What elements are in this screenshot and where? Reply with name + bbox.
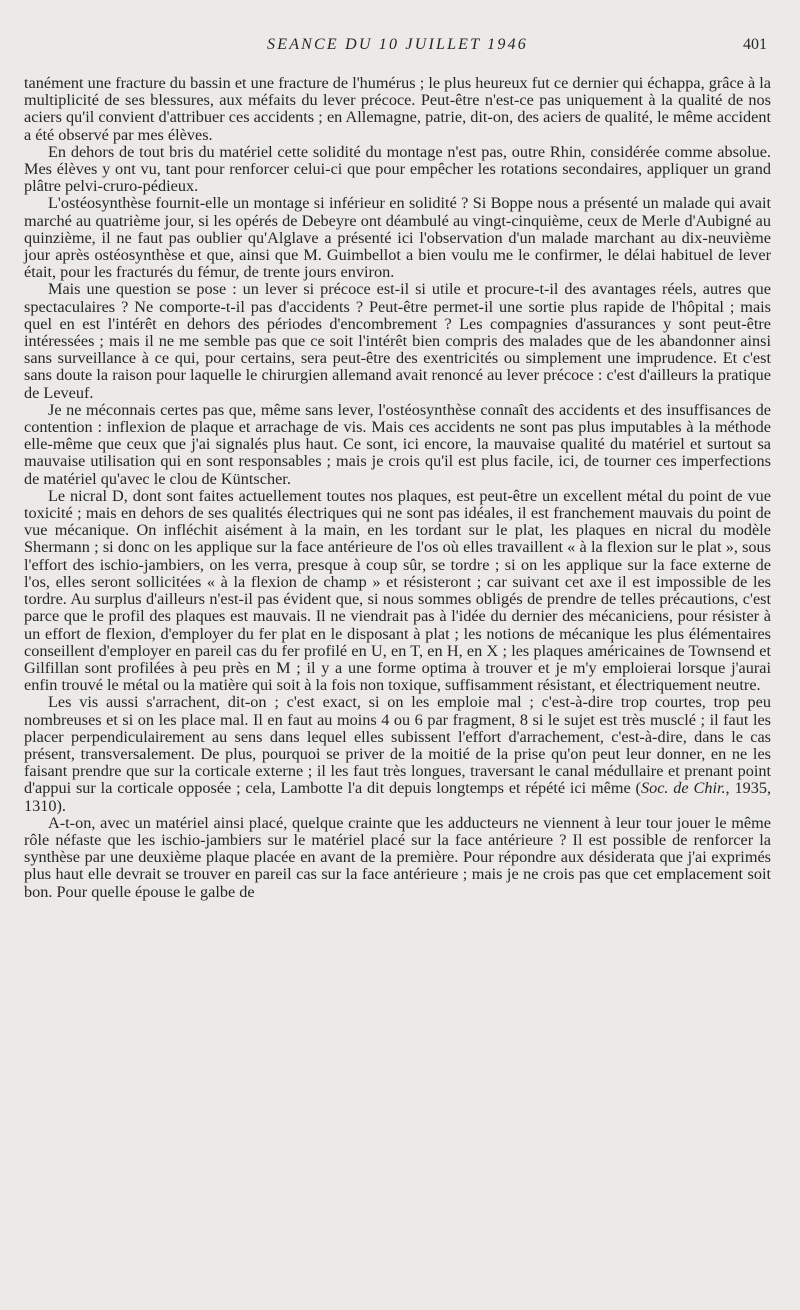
paragraph-2: En dehors de tout bris du matériel cette solidité du montage n'est pas, outre Rhin, considérée comme absolue. Mes élèves y ont vu, tant pour renforcer celui-ci que pour empêcher les rotations secondaires, appliquer un grand plâtre pelvi-cruro-pédieux.	[24, 142, 771, 196]
paragraph-7	[24, 694, 771, 814]
paragraph-8: A-t-on, avec un matériel ainsi placé, quelque crainte que les adducteurs ne viennent à leur tour jouer le même rôle néfaste que les ischio-jambiers sur le matériel placé sur la face antérieure ? Il est possible de renforcer la synthèse par une deuxième plaque placée en avant de la première. Pour répondre aux désiderata que j'ai exprimés plus haut elle devrait se trouver en pareil cas sur la face antérieure ; mais je ne crois pas que cet emplacement soit bon. Pour quelle épouse le galbe de	[24, 813, 771, 901]
paragraph-4: Mais une question se pose : un lever si précoce est-il si utile et procure-t-il des avantages réels, autres que spectaculaires ? Ne comporte-t-il pas d'accidents ? Peut-être permet-il une sortie plus rapide de l'hôpital ; mais quel en est l'intérêt en dehors des périodes d'encombrement ? Les compagnies d'assurances y sont peut-être intéressées ; mais il ne me semble pas que ce soit l'intérêt bien compris des malades que de les abandonner ainsi sans surveillance à ce qui, pour certains, sera peut-être des exentricités ou simplement une imprudence. Et c'est sans doute la raison pour laquelle le chirurgien allemand avait renoncé au lever précoce : c'est d'ailleurs la pratique de Leveuf.	[24, 280, 771, 402]
paragraph-7-end: , 1935, 1310).	[24, 779, 772, 815]
body-text	[24, 75, 771, 901]
paragraph-7-text: Les vis aussi s'arrachent, dit-on ; c'est exact, si on les emploie mal ; c'est-à-dire trop courtes, trop peu nombreuses et si on les place mal. Il en faut au moins 4 ou 6 par fragment, 8 si le sujet est très musclé ; il faut les placer perpendiculairement au sens dans lequel elles subissent l'effort d'arrachement, c'est-à-dire, dans le cas présent, transversalement. De plus, pourquoi se priver de la moitié de la prise qu'on peut leur donner, en ne les faisant prendre que sur la corticale externe ; il les faut très longues, traversant le canal médullaire et prenant point d'appui sur la corticale opposée ; cela, Lambotte l'a dit depuis longtemps et répété ici même (	[24, 693, 771, 798]
paragraph-3: L'ostéosynthèse fournit-elle un montage si inférieur en solidité ? Si Boppe nous a présenté un malade qui avait marché au quatrième jour, si les opérés de Debeyre ont déambulé au vingt-cinquième, ceux de Merle d'Aubigné au quinzième, il ne faut pas oublier qu'Alglave a présenté ici l'observation d'un malade marchant au dix-neuvième jour après ostéosynthèse et que, ainsi que M. Guimbellot a bien voulu me le confirmer, le délai habituel de lever était, pour les fracturés du fémur, de trente jours environ.	[24, 194, 771, 282]
paragraph-5: Je ne méconnais certes pas que, même sans lever, l'ostéosynthèse connaît des accidents et des insuffisances de contention : inflexion de plaque et arrachage de vis. Mais ces accidents ne sont pas plus imputables à la méthode elle-même que ceux que j'ai signalés plus haut. Ce sont, ici encore, la mauvaise qualité du matériel et surtout sa mauvaise utilisation qui en sont responsables ; mais je crois qu'il est plus facile, ici, de tourner ces imperfections de matériel qu'avec le clou de Küntscher.	[24, 400, 771, 488]
page-number: 401	[743, 36, 767, 53]
journal-reference: Soc. de Chir.	[640, 779, 726, 798]
paragraph-1: tanément une fracture du bassin et une fracture de l'humérus ; le plus heureux fut ce dernier qui échappa, grâce à la multiplicité de ses blessures, aux méfaits du lever précoce. Peut-être n'est-ce pas uniquement à la qualité de nos aciers qu'il convient d'attribuer ces accidents ; en Allemagne, patrie, dit-on, des aciers de qualité, le même accident a été observé par mes élèves.	[24, 74, 771, 144]
running-header	[24, 36, 771, 58]
paragraph-6: Le nicral D, dont sont faites actuellement toutes nos plaques, est peut-être un excellent métal du point de vue toxicité ; mais en dehors de ses qualités électriques qui ne sont pas idéales, il est franchement mauvais du point de vue mécanique. On infléchit aisément à la main, en les tordant sur le plat, les plaques en nicral du modèle Shermann ; si donc on les applique sur la face antérieure de l'os où elles travaillent « à la flexion sur le plat », sous l'effort des ischio-jambiers, on les verra, presque à coup sûr, se tordre ; si on les applique sur la face externe de l'os, elles seront sollicitées « à la flexion de champ » et résisteront ; car suivant cet axe il est impossible de les tordre. Au surplus d'ailleurs n'est-il pas évident que, si nous sommes obligés de prendre de telles précautions, c'est parce que le profil des plaques est mauvais. Il ne viendrait pas à l'idée du dernier des mécaniciens, pour résister à un effort de flexion, d'employer du fer plat en le disposant à plat ; les notions de mécanique les plus élémentaires conseillent d'employer en pareil cas du fer profilé en U, en T, en H, en X ; les plaques américaines de Townsend et Gilfillan sont profilées à peu près en M ; il y a une forme optima à trouver et je m'y emploierai lorsque j'aurai enfin trouvé le métal ou la matière qui soit à la fois non toxique, suffisamment résistant, et électriquement neutre.	[24, 486, 771, 695]
header-title: SEANCE DU 10 JUILLET 1946	[267, 36, 528, 53]
